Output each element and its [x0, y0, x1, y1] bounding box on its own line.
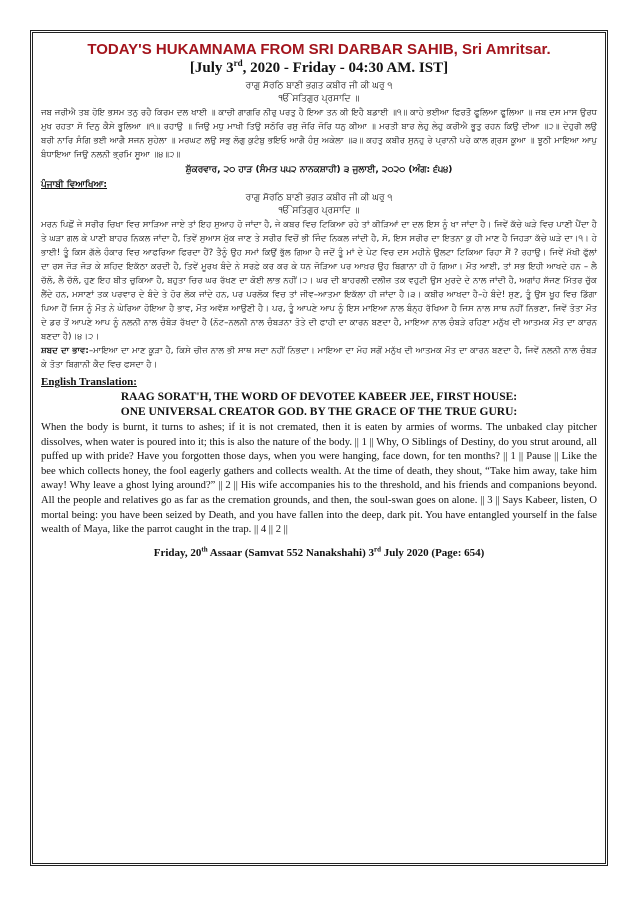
english-label: English Translation:: [41, 376, 137, 388]
footer-date: [41, 546, 597, 561]
date-prefix: [July 3: [189, 60, 234, 76]
gurbani-mool-line: ੴ ਸਤਿਗੁਰ ਪ੍ਰਸਾਦਿ ॥: [278, 94, 360, 104]
footer-sup-2: rd: [374, 545, 381, 554]
punjabi-explanation: ਮਰਨ ਪਿਛੋਂ ਜੇ ਸਰੀਰ ਚਿਖਾ ਵਿਚ ਸਾੜਿਆ ਜਾਏ ਤਾਂ ਇਹ ਸੁਆਹ ਹੋ ਜਾਂਦਾ ਹੈ, ਜੇ ਕਬਰ ਵਿਚ ਟਿਕਿਆ ਰਹੇ ਤਾਂ ਕੀੜਿਆਂ ਦਾ ਦਲ ਇਸ ਨੂੰ ਖਾ ਜਾਂਦਾ ਹੈ। ਜਿਵੇਂ ਕੱਚੇ ਘੜੇ ਵਿਚ ਪਾਣੀ ਪੈਂਦਾ ਹੈ ਤੇ ਘੜਾ ਗਲ ਕੇ ਪਾਣੀ ਬਾਹਰ ਨਿਕਲ ਜਾਂਦਾ ਹੈ, ਤਿਵੇਂ ਸੁਆਸ ਮੁੱਕ ਜਾਣ ਤੇ ਸਰੀਰ ਵਿਚੋਂ ਭੀ ਜਿੰਦ ਨਿਕਲ ਜਾਂਦੀ ਹੈ, ਸੋ, ਇਸ ਸਰੀਰ ਦਾ ਇਤਨਾ ਕੁ ਹੀ ਮਾਣ ਹੈ ਜਿਹੜਾ ਕੱਚੇ ਘੜੇ ਦਾ।੧। ਹੇ ਭਾਈ! ਤੂੰ ਕਿਸ ਗੱਲੇ ਹੰਕਾਰ ਵਿਚ ਆਫਰਿਆ ਫਿਰਦਾ ਹੈਂ? ਤੈਨੂੰ ਉਹ ਸਮਾਂ ਕਿਉਂ ਭੁੱਲ ਗਿਆ ਹੈ ਜਦੋਂ ਤੂੰ ਮਾਂ ਦੇ ਪੇਟ ਵਿਚ ਦਸ ਮਹੀਨੇ ਉਲਟਾ ਟਿਕਿਆ ਰਿਹਾ ਸੈਂ ? ਰਹਾਉ। ਜਿਵੇਂ ਮੱਖੀ ਫੁੱਲਾਂ ਦਾ ਰਸ ਜੋੜ ਜੋੜ ਕੇ ਸ਼ਹਿਦ ਇਕੱਠਾ ਕਰਦੀ ਹੈ, ਤਿਵੇਂ ਮੂਰਖ ਬੰਦੇ ਨੇ ਸਰਫ਼ੇ ਕਰ ਕਰ ਕੇ ਧਨ ਜੋੜਿਆ ਪਰ ਆਖ਼ਰ ਉਹ ਬਿਗਾਨਾ ਹੀ ਹੋ ਗਿਆ। ਮੌਤ ਆਈ, ਤਾਂ ਸਭ ਇਹੀ ਆਖਦੇ ਹਨ – ਲੈ ਚੱਲੋ, ਲੈ ਚੱਲੋ, ਹੁਣ ਇਹ ਬੀਤ ਚੁਕਿਆ ਹੈ, ਬਹੁਤਾ ਚਿਰ ਘਰ ਰੱਖਣ ਦਾ ਕੋਈ ਲਾਭ ਨਹੀਂ।੨। ਘਰ ਦੀ ਬਾਹਰਲੀ ਦਲੀਜ਼ ਤਕ ਵਹੁਟੀ ਉਸ ਮੁਰਦੇ ਦੇ ਨਾਲ ਜਾਂਦੀ ਹੈ, ਅਗਾਂਹ ਸੱਜਣ ਮਿੱਤਰ ਚੁੱਕ ਲੈਂਦੇ ਹਨ, ਮਸਾਣਾਂ ਤਕ ਪਰਵਾਰ ਦੇ ਬੰਦੇ ਤੇ ਹੋਰ ਲੋਕ ਜਾਂਦੇ ਹਨ, ਪਰ ਪਰਲੋਕ ਵਿਚ ਤਾਂ ਜੀਵ–ਆਤਮਾ ਇਕੱਲਾ ਹੀ ਜਾਂਦਾ ਹੈ।੩। ਕਬੀਰ ਆਖਦਾ ਹੈ–ਹੇ ਬੰਦੇ! ਸੁਣ, ਤੂੰ ਉਸ ਖੂਹ ਵਿਚ ਡਿੱਗਾ ਪਿਆ ਹੈਂ ਜਿਸ ਨੂੰ ਮੌਤ ਨੇ ਘੇਰਿਆ ਹੋਇਆ ਹੈ ਭਾਵ, ਮੌਤ ਅਵੱਸ਼ ਆਉਣੀ ਹੈ। ਪਰ, ਤੂੰ ਆਪਣੇ ਆਪ ਨੂੰ ਇਸ ਮਾਇਆ ਨਾਲ ਬੰਨ੍ਹ ਰੱਖਿਆ ਹੈ ਜਿਸ ਨਾਲ ਸਾਥ ਨਹੀਂ ਨਿਭਣਾ, ਜਿਵੇਂ ਤੋਤਾ ਮੌਤ ਦੇ ਡਰ ਤੋਂ ਆਪਣੇ ਆਪ ਨੂੰ ਨਲਨੀ ਨਾਲ ਚੰਬੋੜ ਰੱਖਦਾ ਹੈ (ਨੋਟ–ਨਲਨੀ ਨਾਲ ਚੰਬੜਨਾ ਤੋਤੇ ਦੀ ਫਾਹੀ ਦਾ ਕਾਰਨ ਬਣਦਾ ਹੈ, ਮਾਇਆ ਨਾਲ ਚੰਬੜੇ ਰਹਿਣਾ ਮਨੁੱਖ ਦੀ ਆਤਮਕ ਮੌਤ ਦਾ ਕਾਰਨ ਬਣਦਾ ਹੈ)।੪।੨।: [41, 220, 597, 342]
date-suffix: rd: [233, 58, 243, 68]
footer-sup-1: th: [201, 545, 208, 554]
punjabi-raag-line: ਰਾਗੁ ਸੋਰਠਿ ਬਾਣੀ ਭਗਤ ਕਬੀਰ ਜੀ ਕੀ ਘਰੁ ੧: [245, 193, 393, 203]
footer-post: July 2020 (Page: 654): [381, 546, 485, 559]
hukamnama-page: [30, 30, 608, 866]
english-heading-1: RAAG SORAT'H, THE WORD OF DEVOTEE KABEER JEE, FIRST HOUSE:: [120, 391, 518, 403]
footer-pre: Friday, 20: [153, 546, 202, 559]
gurbani-shabad: ਜਬ ਜਰੀਐ ਤਬ ਹੋਇ ਭਸਮ ਤਨੁ ਰਹੈ ਕਿਰਮ ਦਲ ਖਾਈ ॥ ਕਾਚੀ ਗਾਗਰਿ ਨੀਰੁ ਪਰਤੁ ਹੈ ਇਆ ਤਨ ਕੀ ਇਹੈ ਬਡਾਈ ॥੧॥ ਕਾਹੇ ਭਈਆ ਫਿਰਤੌ ਫੂਲਿਆ ਫੂਲਿਆ ॥ ਜਬ ਦਸ ਮਾਸ ਉਰਧ ਮੁਖ ਰਹਤਾ ਸੋ ਦਿਨੁ ਕੈਸੇ ਭੂਲਿਆ ॥੧॥ ਰਹਾਉ ॥ ਜਿਉ ਮਧੁ ਮਾਖੀ ਤਿਉ ਸਠੋਰਿ ਰਸੁ ਜੋਰਿ ਜੋਰਿ ਧਨੁ ਕੀਆ ॥ ਮਰਤੀ ਬਾਰ ਲੇਹੁ ਲੇਹੁ ਕਰੀਐ ਭੂਤੁ ਰਹਨ ਕਿਉ ਦੀਆ ॥੨॥ ਦੇਹੁਰੀ ਲਉ ਬਰੀ ਨਾਰਿ ਸੰਗਿ ਭਈ ਆਗੈ ਸਜਨ ਸੁਹੇਲਾ ॥ ਮਰਘਟ ਲਉ ਸਭੁ ਲੋਗੁ ਕੁਟੰਬੁ ਭਇਓ ਆਗੈ ਹੰਸੁ ਅਕੇਲਾ ॥੩॥ ਕਹਤੁ ਕਬੀਰ ਸੁਨਹੁ ਰੇ ਪ੍ਰਾਨੀ ਪਰੇ ਕਾਲ ਗ੍ਰਸ ਕੂਆ ॥ ਝੂਠੀ ਮਾਇਆ ਆਪੁ ਬੰਧਾਇਆ ਜਿਉ ਨਲਨੀ ਭ੍ਰਮਿ ਸੂਆ ॥੪॥੨॥: [41, 108, 597, 160]
bhav-text: –ਮਾਇਆ ਦਾ ਮਾਣ ਕੂੜਾ ਹੈ, ਕਿਸੇ ਚੀਜ਼ ਨਾਲ ਭੀ ਸਾਥ ਸਦਾ ਨਹੀਂ ਨਿਭਦਾ। ਮਾਇਆ ਦਾ ਮੋਹ ਸਗੋਂ ਮਨੁੱਖ ਦੀ ਆਤਮਕ ਮੌਤ ਦਾ ਕਾਰਨ ਬਣਦਾ ਹੈ, ਜਿਵੇਂ ਨਲਨੀ ਨਾਲ ਚੰਬੜ ਕੇ ਤੋਤਾ ਬਿਗਾਨੀ ਕੈਦ ਵਿਚ ਫਸਦਾ ਹੈ।: [41, 346, 597, 370]
page-title: TODAY'S HUKAMNAMA FROM SRI DARBAR SAHIB, Sri Amritsar.: [87, 41, 551, 58]
english-translation: When the body is burnt, it turns to ashes; if it is not cremated, then it is eaten by armies of worms. The unbaked clay pitcher dissolves, when water is poured into it; this is also the nature of the body. || 1 || Why, O Siblings of Destiny, do you strut around, all puffed up with pride? Have you forgotten those days, when you were hanging, face down, for ten months? || 1 || Pause || Like the bee which collects honey, the fool eagerly gathers and collects wealth. At the time of death, they shout, “Take him away, take him away! Why leave a ghost lying around?” || 2 || His wife accompanies his to the threshold, and his friends and companions beyond. All the people and relatives go as far as the cremation grounds, and then, the soul-swan goes on alone. || 3 || Says Kabeer, listen, O mortal being: you have been seized by Death, and you have fallen into the deep, dark pit. You have entangled yourself in the false wealth of Maya, like the parrot caught in the trap. || 4 || 2 ||: [41, 422, 597, 536]
punjabi-label: ਪੰਜਾਬੀ ਵਿਆਖਿਆ:: [41, 180, 108, 190]
bhav-label: ਸ਼ਬਦ ਦਾ ਭਾਵ:: [41, 346, 89, 356]
page-date: [41, 59, 597, 77]
gurbani-date-line: ਸ਼ੁੱਕਰਵਾਰ, ੨੦ ਹਾੜ (ਸੰਮਤ ੫੫੨ ਨਾਨਕਸ਼ਾਹੀ) ੩ ਜੁਲਾਈ, ੨੦੨੦ (ਅੰਗ: ੬੫੪): [185, 165, 453, 175]
date-rest: , 2020 - Friday - 04:30 AM. IST]: [242, 60, 449, 76]
footer-mid: Assaar (Samvat 552 Nanakshahi) 3: [207, 546, 374, 559]
gurbani-raag-line: ਰਾਗੁ ਸੋਰਠਿ ਬਾਣੀ ਭਗਤ ਕਬੀਰ ਜੀ ਕੀ ਘਰੁ ੧: [245, 81, 393, 91]
punjabi-bhav: [41, 344, 597, 372]
english-heading-2: ONE UNIVERSAL CREATOR GOD. BY THE GRACE OF THE TRUE GURU:: [120, 406, 518, 418]
punjabi-mool-line: ੴ ਸਤਿਗੁਰ ਪ੍ਰਸਾਦਿ ॥: [278, 206, 360, 216]
